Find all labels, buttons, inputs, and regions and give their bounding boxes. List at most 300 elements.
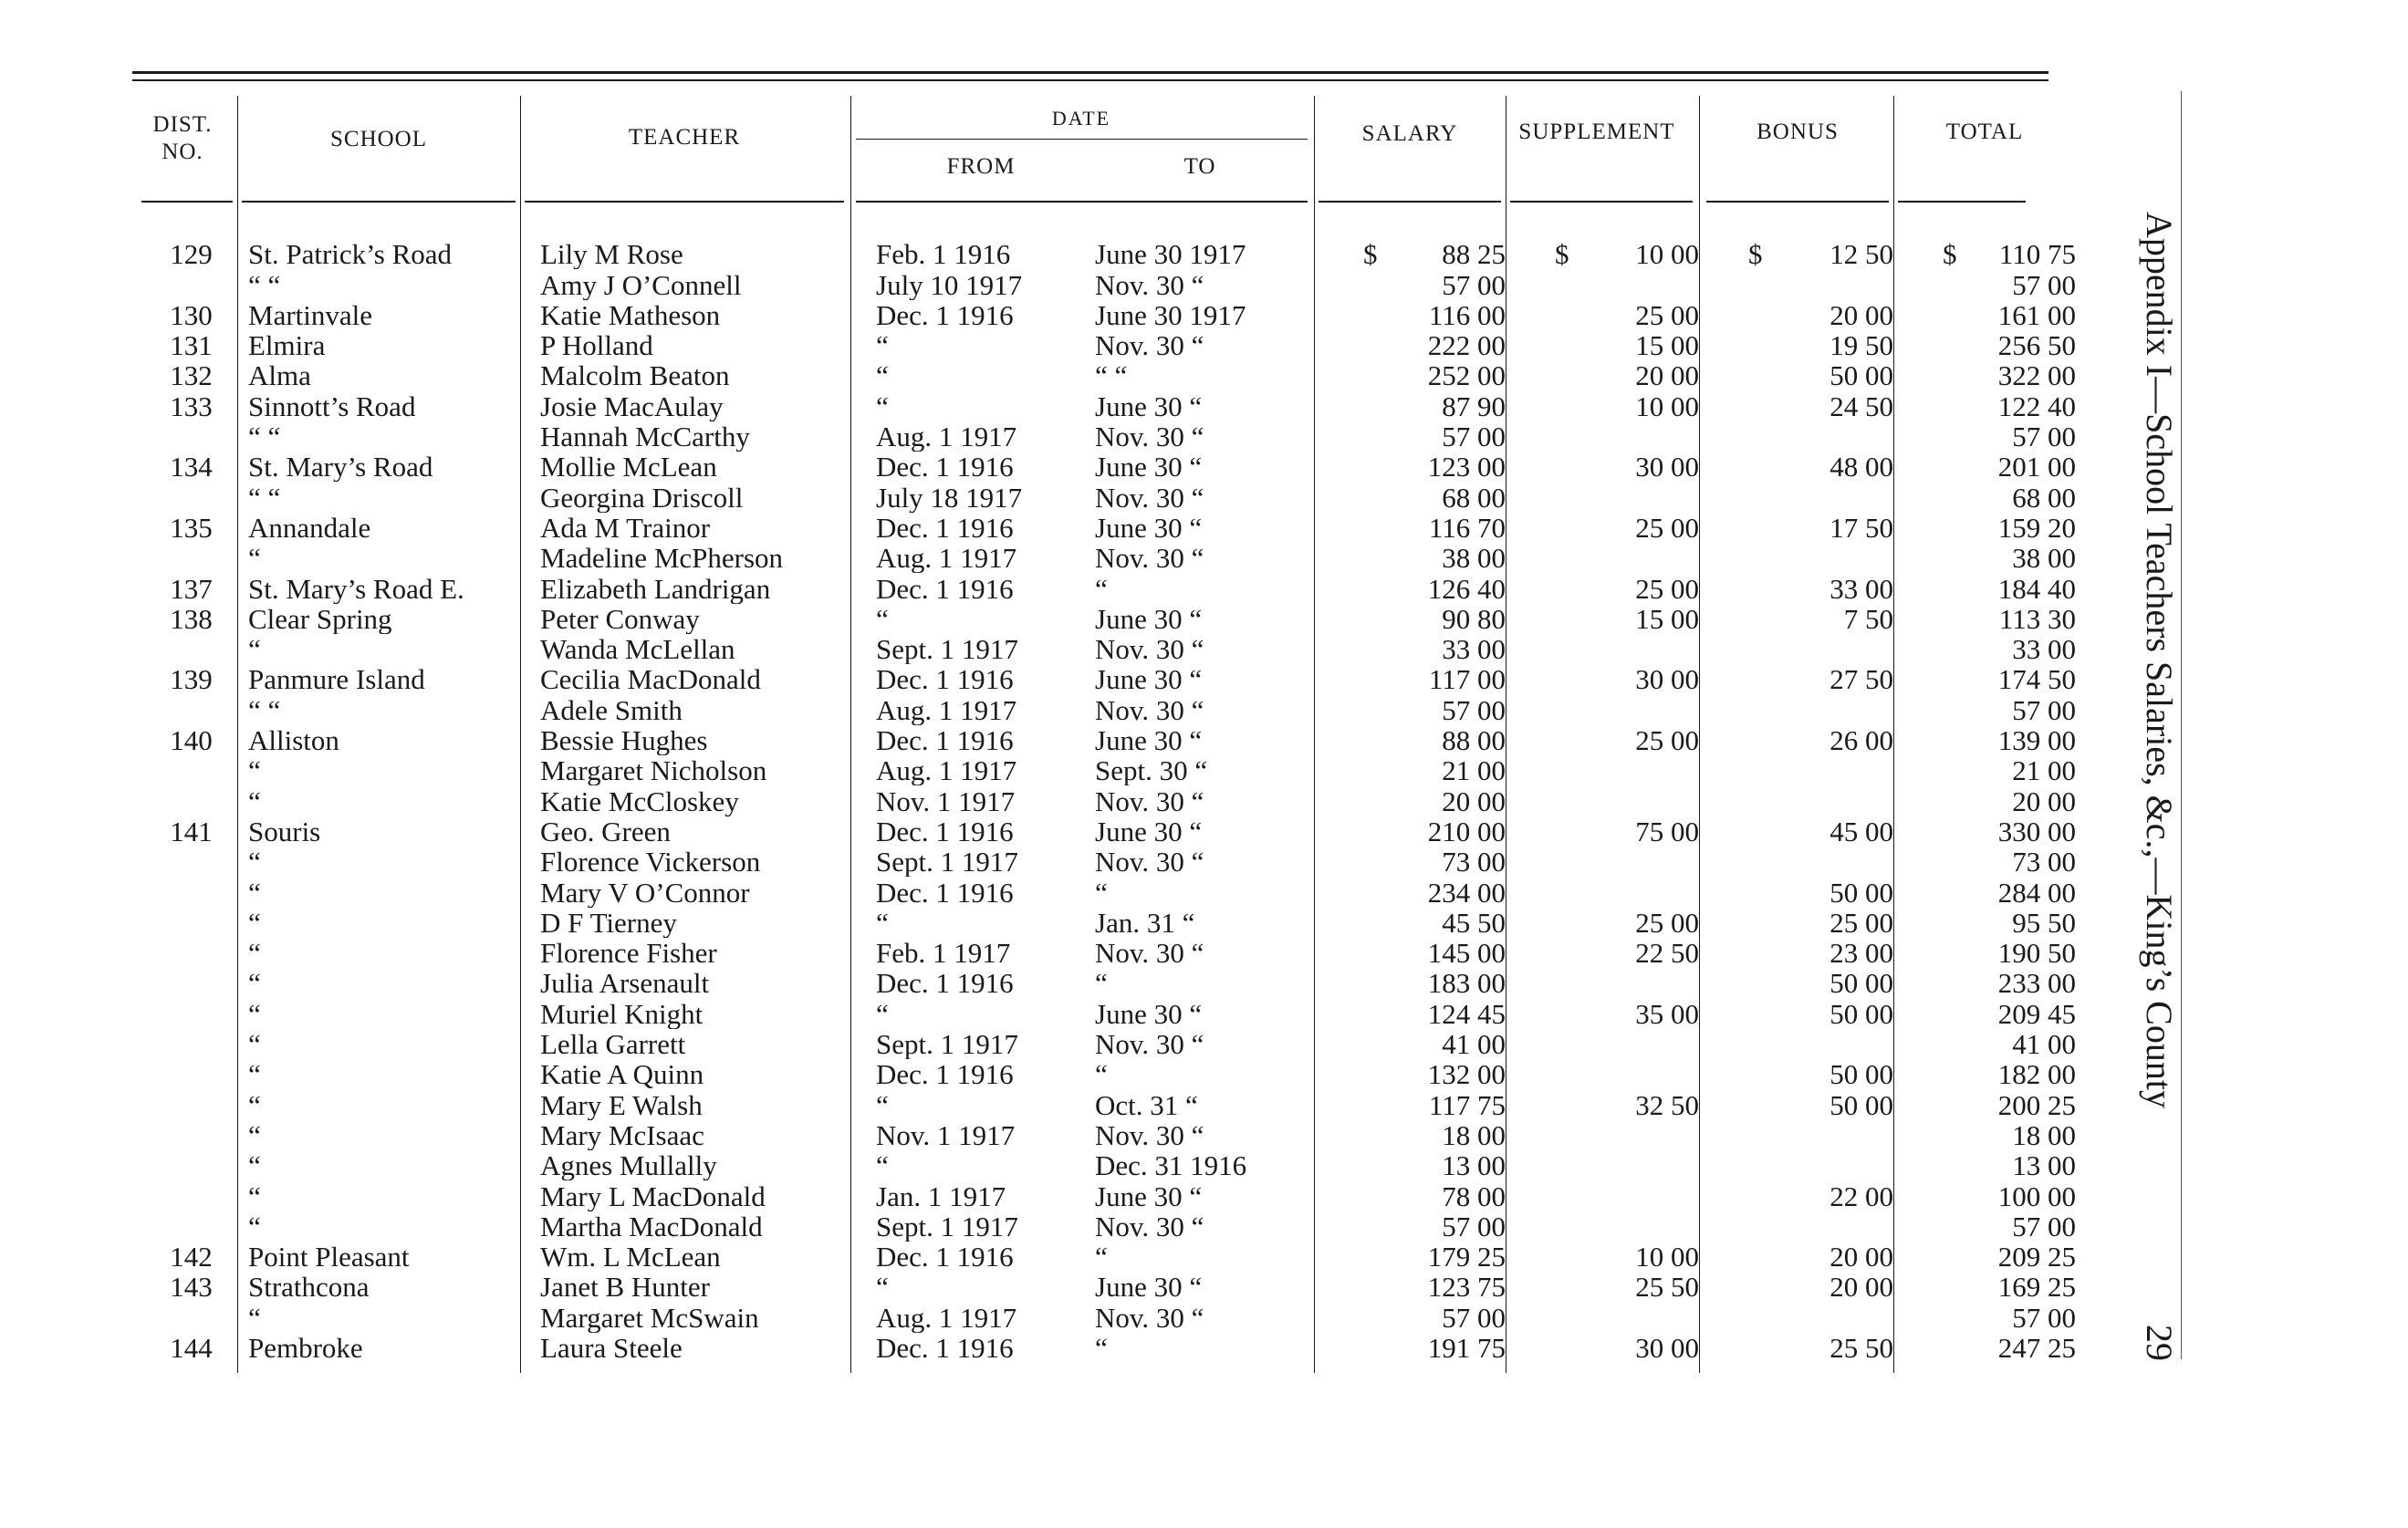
- table-row: [141, 513, 2101, 543]
- school-cell: St. Patrick’s Road: [248, 239, 453, 270]
- school-cell: “: [248, 907, 261, 938]
- salary-amount: [1340, 878, 1531, 908]
- supplement-value: 25 00: [1635, 573, 1699, 604]
- date-to-cell: Nov. 30 “: [1095, 269, 1204, 300]
- header-bonus: BONUS: [1756, 120, 1839, 144]
- date-from-cell: “: [876, 329, 889, 361]
- bonus-cell: [1725, 513, 1919, 543]
- date-to-cell: “: [1095, 968, 1108, 999]
- salary-cell: [1340, 421, 1531, 452]
- school-cell: “: [248, 937, 261, 969]
- supplement-value: 30 00: [1635, 1332, 1699, 1363]
- teacher-cell: Agnes Mullally: [540, 1149, 717, 1181]
- school-cell: Clear Spring: [248, 603, 392, 634]
- salary-cell: [1340, 1272, 1531, 1302]
- teacher-cell: D F Tierney: [540, 907, 677, 938]
- dist-no-cell: [141, 877, 241, 907]
- supplement-value: 25 00: [1635, 299, 1699, 330]
- total-cell: [1919, 1272, 2101, 1302]
- bonus-amount: [1725, 330, 1919, 360]
- supplement-cell: [1531, 1120, 1725, 1150]
- supplement-cell: [1531, 1302, 1725, 1332]
- total-cell: [1919, 694, 2101, 724]
- bonus-amount: [1725, 968, 1919, 998]
- teacher-cell: Madeline McPherson: [540, 542, 784, 574]
- header-dist-label: DIST.: [152, 112, 213, 137]
- dist-no-cell: [141, 694, 241, 724]
- salary-amount: [1340, 360, 1531, 390]
- total-value: 21 00: [2012, 755, 2076, 786]
- date-to-cell: “: [1095, 1241, 1108, 1273]
- school-cell: “: [248, 1119, 261, 1150]
- bonus-amount: [1725, 1059, 1919, 1089]
- date-from-cell: Sept. 1 1917: [876, 633, 1018, 665]
- salary-cell: [1340, 1059, 1531, 1089]
- bonus-amount: [1725, 1242, 1919, 1272]
- salary-cell: [1340, 998, 1531, 1028]
- dist-no-cell: 137: [170, 573, 213, 604]
- date-to-cell: June 30 “: [1095, 390, 1203, 421]
- date-to-cell: Jan. 31 “: [1095, 907, 1195, 938]
- total-cell: [1919, 998, 2101, 1028]
- salary-value: 13 00: [1442, 1149, 1506, 1181]
- salary-table: [141, 239, 2101, 1363]
- supplement-cell: [1531, 330, 1725, 360]
- table-row: [141, 1333, 2101, 1363]
- school-cell: “: [248, 1059, 261, 1090]
- date-to-cell: “: [1095, 877, 1108, 908]
- date-to-cell: June 30 “: [1095, 512, 1203, 543]
- bonus-cell: [1725, 968, 1919, 998]
- teacher-cell: Mary V O’Connor: [540, 877, 750, 908]
- header-dist: [137, 111, 228, 166]
- salary-value: 21 00: [1442, 755, 1506, 786]
- supplement-cell: [1531, 1272, 1725, 1302]
- total-amount: [1919, 1181, 2101, 1211]
- supplement-cell: [1531, 239, 1725, 269]
- supplement-value: 32 50: [1635, 1089, 1699, 1120]
- teacher-cell: P Holland: [540, 329, 653, 361]
- total-cell: [1919, 634, 2101, 664]
- date-from-cell: Feb. 1 1916: [876, 239, 1011, 270]
- supplement-cell: [1531, 785, 1725, 816]
- total-amount: [1919, 878, 2101, 908]
- supplement-amount: [1531, 1333, 1725, 1363]
- salary-cell: [1340, 938, 1531, 968]
- total-amount: [1919, 1303, 2101, 1333]
- dist-no-cell: [141, 908, 241, 938]
- salary-amount: [1340, 513, 1531, 543]
- total-cell: [1919, 1029, 2101, 1059]
- bonus-cell: [1725, 694, 1919, 724]
- date-to-cell: Nov. 30 “: [1095, 694, 1204, 725]
- total-amount: [1919, 513, 2101, 543]
- total-amount: [1919, 634, 2101, 664]
- salary-value: 41 00: [1442, 1028, 1506, 1060]
- salary-amount: [1340, 604, 1531, 634]
- supplement-amount: [1531, 725, 1725, 755]
- dist-no-cell: [141, 1089, 241, 1119]
- bonus-cell: [1725, 1150, 1919, 1180]
- bonus-cell: [1725, 1333, 1919, 1363]
- supplement-cell: [1531, 1242, 1725, 1272]
- salary-amount: [1340, 574, 1531, 604]
- salary-value: 20 00: [1442, 785, 1506, 816]
- total-value: 209 25: [1997, 1241, 2076, 1273]
- supplement-amount: [1531, 574, 1725, 604]
- teacher-cell: Muriel Knight: [540, 998, 704, 1029]
- bonus-amount: [1725, 391, 1919, 421]
- teacher-cell: Katie McCloskey: [540, 785, 739, 816]
- teacher-cell: Georgina Driscoll: [540, 482, 744, 513]
- salary-amount: [1340, 330, 1531, 360]
- table-row: [141, 1120, 2101, 1150]
- salary-amount: [1340, 847, 1531, 877]
- total-value: 139 00: [1997, 724, 2076, 756]
- salary-cell: [1340, 1120, 1531, 1150]
- teacher-cell: Amy J O’Connell: [540, 269, 742, 300]
- total-value: 38 00: [2012, 542, 2076, 574]
- dist-no-cell: [141, 1180, 241, 1211]
- salary-cell: [1340, 482, 1531, 512]
- salary-amount: [1340, 695, 1531, 725]
- salary-amount: [1340, 452, 1531, 482]
- date-from-cell: Aug. 1 1917: [876, 542, 1017, 574]
- school-cell: Annandale: [248, 512, 371, 543]
- dist-no-cell: [141, 1059, 241, 1089]
- table-row: [141, 968, 2101, 998]
- running-head-title: Appendix I—School Teachers Salaries, &c.,—King’s County: [2139, 212, 2180, 1108]
- date-from-cell: Aug. 1 1917: [876, 1302, 1017, 1333]
- school-cell: Alma: [248, 360, 311, 391]
- supplement-value: 10 00: [1635, 390, 1699, 421]
- supplement-amount: [1531, 1272, 1725, 1302]
- supplement-cell: [1531, 269, 1725, 299]
- bonus-amount: [1725, 878, 1919, 908]
- bonus-cell: [1725, 573, 1919, 603]
- date-from-cell: Dec. 1 1916: [876, 664, 1014, 695]
- school-cell: Martinvale: [248, 299, 373, 330]
- bonus-value: 22 00: [1829, 1180, 1893, 1211]
- salary-amount: [1340, 664, 1531, 694]
- bonus-cell: [1725, 1211, 1919, 1242]
- bonus-amount: [1725, 574, 1919, 604]
- dist-no-cell: [141, 1150, 241, 1180]
- bonus-value: 25 50: [1829, 1332, 1893, 1363]
- dist-no-cell: [141, 755, 241, 785]
- supplement-amount: [1531, 330, 1725, 360]
- teacher-cell: Laura Steele: [540, 1332, 683, 1363]
- supplement-value: 35 00: [1635, 998, 1699, 1029]
- table-row: [141, 269, 2101, 299]
- bonus-amount: [1725, 999, 1919, 1029]
- supplement-cell: [1531, 360, 1725, 390]
- date-to-cell: Nov. 30 “: [1095, 1211, 1204, 1242]
- teacher-cell: Hannah McCarthy: [540, 421, 750, 452]
- salary-cell: [1340, 300, 1531, 330]
- salary-amount: [1340, 755, 1531, 785]
- bonus-amount: [1725, 239, 1919, 269]
- bonus-value: 12 50: [1829, 239, 1893, 270]
- salary-amount: [1340, 239, 1531, 269]
- teacher-cell: Margaret Nicholson: [540, 755, 767, 786]
- school-cell: “: [248, 846, 261, 878]
- currency-symbol: $: [1363, 239, 1378, 270]
- supplement-cell: [1531, 908, 1725, 938]
- total-cell: [1919, 847, 2101, 877]
- table-row: [141, 1059, 2101, 1089]
- salary-cell: [1340, 785, 1531, 816]
- salary-amount: [1340, 634, 1531, 664]
- total-value: 201 00: [1997, 452, 2076, 483]
- total-amount: [1919, 755, 2101, 785]
- table-row: [141, 816, 2101, 847]
- total-amount: [1919, 1150, 2101, 1180]
- bonus-amount: [1725, 513, 1919, 543]
- header-total: TOTAL: [1945, 120, 2024, 144]
- salary-value: 33 00: [1442, 633, 1506, 665]
- total-cell: [1919, 269, 2101, 299]
- dist-no-cell: 130: [170, 299, 213, 330]
- salary-amount: [1340, 421, 1531, 452]
- header-underline-teacher: [525, 201, 844, 203]
- header-underline-bonus: [1706, 201, 1889, 203]
- date-from-cell: “: [876, 1089, 889, 1120]
- total-cell: [1919, 664, 2101, 694]
- supplement-amount: [1531, 239, 1725, 269]
- bonus-value: 45 00: [1829, 816, 1893, 847]
- salary-value: 45 50: [1442, 907, 1506, 938]
- total-cell: [1919, 1150, 2101, 1180]
- supplement-cell: [1531, 513, 1725, 543]
- total-amount: [1919, 239, 2101, 269]
- date-from-cell: Dec. 1 1916: [876, 724, 1014, 756]
- total-value: 322 00: [1997, 360, 2076, 391]
- salary-amount: [1340, 1303, 1531, 1333]
- dist-no-cell: [141, 785, 241, 816]
- bonus-value: 50 00: [1829, 877, 1893, 908]
- table-row: [141, 543, 2101, 573]
- date-from-cell: Dec. 1 1916: [876, 877, 1014, 908]
- total-amount: [1919, 300, 2101, 330]
- total-amount: [1919, 664, 2101, 694]
- salary-cell: [1340, 908, 1531, 938]
- bonus-cell: [1725, 239, 1919, 269]
- total-cell: [1919, 1180, 2101, 1211]
- salary-cell: [1340, 452, 1531, 482]
- total-cell: [1919, 1089, 2101, 1119]
- bonus-cell: [1725, 725, 1919, 755]
- salary-amount: [1340, 908, 1531, 938]
- total-value: 41 00: [2012, 1028, 2076, 1060]
- header-teacher: TEACHER: [628, 125, 741, 150]
- dist-no-cell: 142: [170, 1241, 213, 1273]
- salary-cell: [1340, 543, 1531, 573]
- total-amount: [1919, 574, 2101, 604]
- page-number: 29: [2139, 1325, 2180, 1361]
- total-cell: [1919, 239, 2101, 269]
- dist-no-cell: [141, 421, 241, 452]
- date-to-cell: Nov. 30 “: [1095, 785, 1204, 816]
- teacher-cell: Bessie Hughes: [540, 724, 708, 756]
- total-value: 247 25: [1997, 1332, 2076, 1363]
- date-to-cell: Nov. 30 “: [1095, 1302, 1204, 1333]
- salary-amount: [1340, 725, 1531, 755]
- total-value: 73 00: [2012, 846, 2076, 878]
- date-to-cell: Nov. 30 “: [1095, 937, 1204, 969]
- bonus-cell: [1725, 1180, 1919, 1211]
- header-date: DATE: [1051, 107, 1111, 130]
- bonus-cell: [1725, 543, 1919, 573]
- date-to-cell: “ “: [1095, 360, 1128, 391]
- salary-cell: [1340, 694, 1531, 724]
- total-cell: [1919, 725, 2101, 755]
- supplement-cell: [1531, 664, 1725, 694]
- date-to-cell: June 30 1917: [1095, 299, 1246, 330]
- header-no-label: NO.: [162, 140, 203, 164]
- date-to-cell: Sept. 30 “: [1095, 755, 1208, 786]
- bonus-cell: [1725, 877, 1919, 907]
- salary-amount: [1340, 938, 1531, 968]
- salary-value: 234 00: [1427, 877, 1506, 908]
- total-amount: [1919, 452, 2101, 482]
- bonus-amount: [1725, 300, 1919, 330]
- teacher-cell: Martha MacDonald: [540, 1211, 763, 1242]
- bonus-cell: [1725, 847, 1919, 877]
- salary-cell: [1340, 968, 1531, 998]
- school-cell: “: [248, 755, 261, 786]
- date-from-cell: Dec. 1 1916: [876, 1059, 1014, 1090]
- dist-no-cell: 141: [170, 816, 213, 847]
- salary-cell: [1340, 1150, 1531, 1180]
- date-from-cell: “: [876, 907, 889, 938]
- total-amount: [1919, 816, 2101, 847]
- total-cell: [1919, 360, 2101, 390]
- school-cell: Alliston: [248, 724, 339, 756]
- salary-cell: [1340, 755, 1531, 785]
- total-cell: [1919, 390, 2101, 421]
- date-to-cell: June 30 “: [1095, 1272, 1203, 1303]
- bonus-amount: [1725, 938, 1919, 968]
- date-to-cell: June 30 “: [1095, 998, 1203, 1029]
- salary-value: 126 40: [1427, 573, 1506, 604]
- bonus-value: 19 50: [1829, 329, 1893, 361]
- teacher-cell: Florence Vickerson: [540, 846, 761, 878]
- teacher-cell: Mary McIsaac: [540, 1119, 704, 1150]
- supplement-value: 75 00: [1635, 816, 1699, 847]
- salary-amount: [1340, 1090, 1531, 1120]
- salary-value: 87 90: [1442, 390, 1506, 421]
- table-row: [141, 755, 2101, 785]
- date-to-cell: “: [1095, 1332, 1108, 1363]
- total-cell: [1919, 908, 2101, 938]
- salary-value: 183 00: [1427, 968, 1506, 999]
- supplement-value: 30 00: [1635, 664, 1699, 695]
- total-cell: [1919, 1120, 2101, 1150]
- supplement-cell: [1531, 300, 1725, 330]
- bonus-cell: [1725, 1272, 1919, 1302]
- salary-cell: [1340, 513, 1531, 543]
- bonus-value: 7 50: [1843, 603, 1893, 634]
- header-underline-dist: [141, 201, 233, 203]
- supplement-amount: [1531, 938, 1725, 968]
- bonus-amount: [1725, 725, 1919, 755]
- date-from-cell: “: [876, 360, 889, 391]
- salary-amount: [1340, 786, 1531, 816]
- salary-value: 90 80: [1442, 603, 1506, 634]
- date-to-cell: Nov. 30 “: [1095, 482, 1204, 513]
- salary-amount: [1340, 1333, 1531, 1363]
- salary-amount: [1340, 1211, 1531, 1242]
- date-to-cell: “: [1095, 1059, 1108, 1090]
- date-from-cell: Dec. 1 1916: [876, 816, 1014, 847]
- dist-no-cell: [141, 938, 241, 968]
- total-amount: [1919, 999, 2101, 1029]
- teacher-cell: Katie A Quinn: [540, 1059, 704, 1090]
- supplement-cell: [1531, 755, 1725, 785]
- supplement-amount: [1531, 391, 1725, 421]
- supplement-amount: [1531, 300, 1725, 330]
- salary-amount: [1340, 483, 1531, 513]
- supplement-cell: [1531, 452, 1725, 482]
- table-row: [141, 1089, 2101, 1119]
- salary-value: 73 00: [1442, 846, 1506, 878]
- salary-cell: [1340, 1029, 1531, 1059]
- total-value: 256 50: [1997, 329, 2076, 361]
- teacher-cell: Mary L MacDonald: [540, 1180, 766, 1211]
- supplement-cell: [1531, 543, 1725, 573]
- date-from-cell: Dec. 1 1916: [876, 512, 1014, 543]
- total-cell: [1919, 300, 2101, 330]
- total-amount: [1919, 270, 2101, 300]
- total-amount: [1919, 695, 2101, 725]
- supplement-amount: [1531, 452, 1725, 482]
- bonus-value: 27 50: [1829, 664, 1893, 695]
- salary-cell: [1340, 239, 1531, 269]
- date-from-cell: “: [876, 998, 889, 1029]
- school-cell: St. Mary’s Road: [248, 452, 433, 483]
- header-underline-supplement: [1510, 201, 1693, 203]
- salary-value: 57 00: [1442, 421, 1506, 452]
- header-underline-salary: [1319, 201, 1501, 203]
- table-row: [141, 330, 2101, 360]
- date-from-cell: Aug. 1 1917: [876, 694, 1017, 725]
- salary-amount: [1340, 816, 1531, 847]
- total-amount: [1919, 725, 2101, 755]
- salary-value: 191 75: [1427, 1332, 1506, 1363]
- salary-value: 124 45: [1427, 998, 1506, 1029]
- total-amount: [1919, 1272, 2101, 1302]
- date-from-cell: July 18 1917: [876, 482, 1023, 513]
- total-cell: [1919, 1059, 2101, 1089]
- header-to: TO: [1183, 154, 1216, 179]
- header-underline-total: [1898, 201, 2026, 203]
- dist-no-cell: [141, 998, 241, 1028]
- bonus-value: 17 50: [1829, 512, 1893, 543]
- total-cell: [1919, 938, 2101, 968]
- bonus-cell: [1725, 785, 1919, 816]
- total-cell: [1919, 1211, 2101, 1242]
- salary-amount: [1340, 391, 1531, 421]
- bonus-cell: [1725, 938, 1919, 968]
- salary-amount: [1340, 1059, 1531, 1089]
- total-value: 57 00: [2012, 269, 2076, 300]
- supplement-value: 25 50: [1635, 1272, 1699, 1303]
- date-from-cell: Sept. 1 1917: [876, 1211, 1018, 1242]
- total-cell: [1919, 543, 2101, 573]
- school-cell: St. Mary’s Road E.: [248, 573, 464, 604]
- dist-no-cell: 133: [170, 390, 213, 421]
